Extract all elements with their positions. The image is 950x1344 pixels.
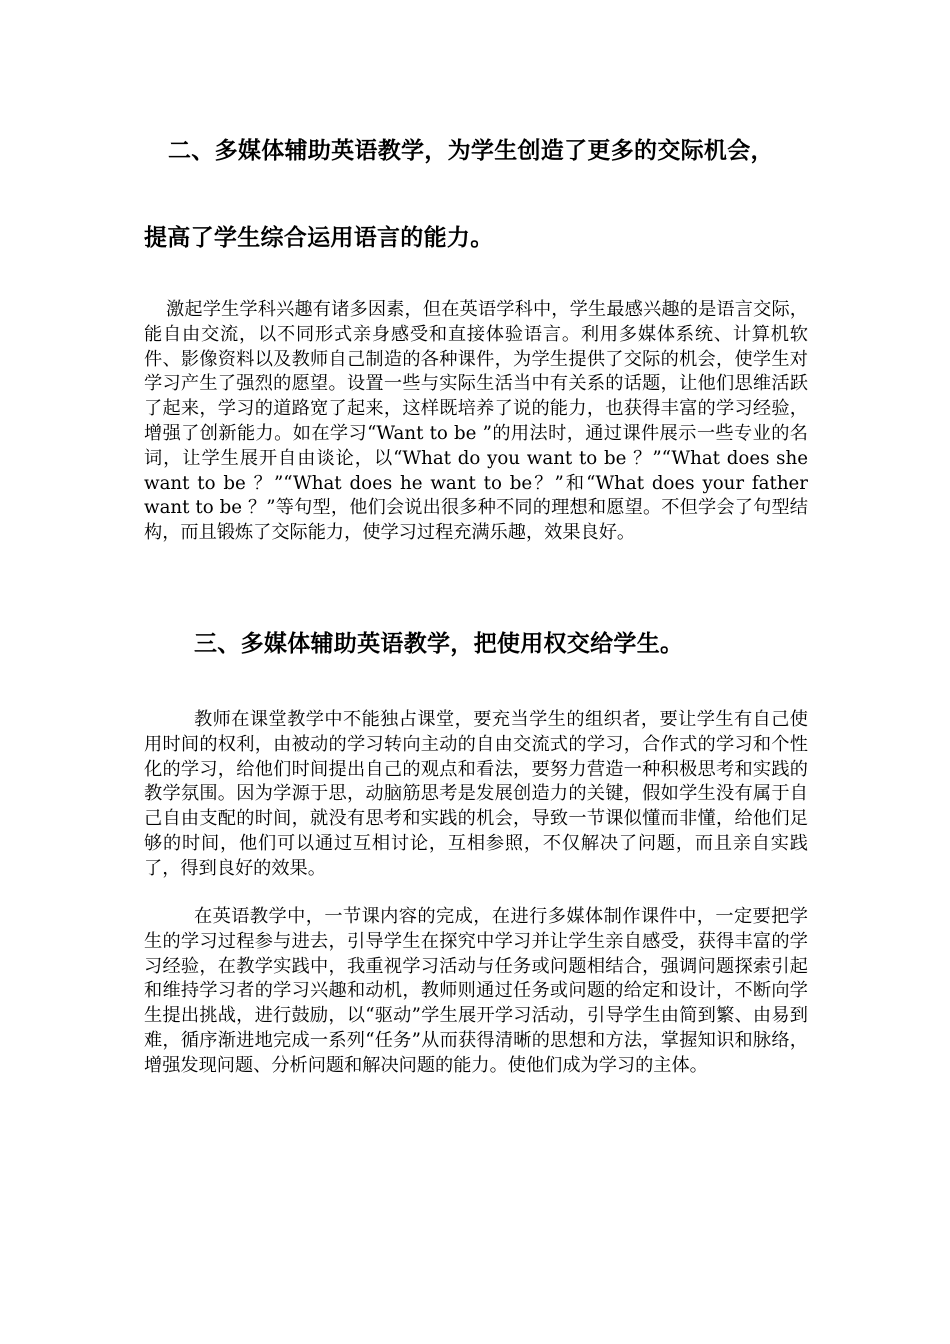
section-3-paragraph-2: 在英语教学中，一节课内容的完成，在进行多媒体制作课件中，一定要把学生的学习过程参与进去，引导学生在探究中学习并让学生亲自感受，获得丰富的学习经验，在教学实践中，我重视学习活动与任务或问题相结合，强调问题探索引起和维持学习者的学习兴趣和动机，教师则通过任务或问题的给定和设计，不断向学生提出挑战，进行鼓励，以“驱动”学生展开学习活动，引导学生由简到繁、由易到难，循序渐进地完成一系列“任务”从而获得清晰的思想和方法，掌握知识和脉络，增强发现问题、分析问题和解决问题的能力。使他们成为学习的主体。 (144, 906, 808, 1076)
section-2-heading-line-1: 二、多媒体辅助英语教学，为学生创造了更多的交际机会， (168, 138, 774, 164)
section-3-paragraph-1: 教师在课堂教学中不能独占课堂，要充当学生的组织者，要让学生有自己使用时间的权利，由被动的学习转向主动的自由交流式的学习，合作式的学习和个性化的学习，给他们时间提出自己的观点和看法，要努力营造一种积极思考和实践的教学氛围。因为学源于思，动脑筋思考是发展创造力的关键，假如学生没有属于自己自由支配的时间，就没有思考和实践的机会，导致一节课似懂而非懂，给他们足够的时间，他们可以通过互相讨论，互相参照，不仅解决了问题，而且亲自实践了，得到良好的效果。 (144, 709, 808, 879)
section-3-heading: 三、多媒体辅助英语教学，把使用权交给学生。 (194, 631, 684, 657)
section-2-heading-line-2: 提高了学生综合运用语言的能力。 (144, 225, 494, 251)
section-2-paragraph: 激起学生学科兴趣有诸多因素，但在英语学科中，学生最感兴趣的是语言交际，能自由交流，以不同形式亲身感受和直接体验语言。利用多媒体系统、计算机软件、影像资料以及教师自己制造的各种课件，为学生提供了交际的机会，使学生对学习产生了强烈的愿望。设置一些与实际生活当中有关系的话题，让他们思维活跃了起来，学习的道路宽了起来，这样既培养了说的能力，也获得丰富的学习经验，增强了创新能力。如在学习“Want to be ”的用法时，通过课件展示一些专业的名词，让学生展开自由谈论，以“What do you want to be ？”“What does she want to be ？”“What does he want to be？”和“What does your father want to be ？”等句型，他们会说出很多种不同的理想和愿望。不但学会了句型结构，而且锻炼了交际能力，使学习过程充满乐趣，效果良好。 (144, 299, 808, 544)
